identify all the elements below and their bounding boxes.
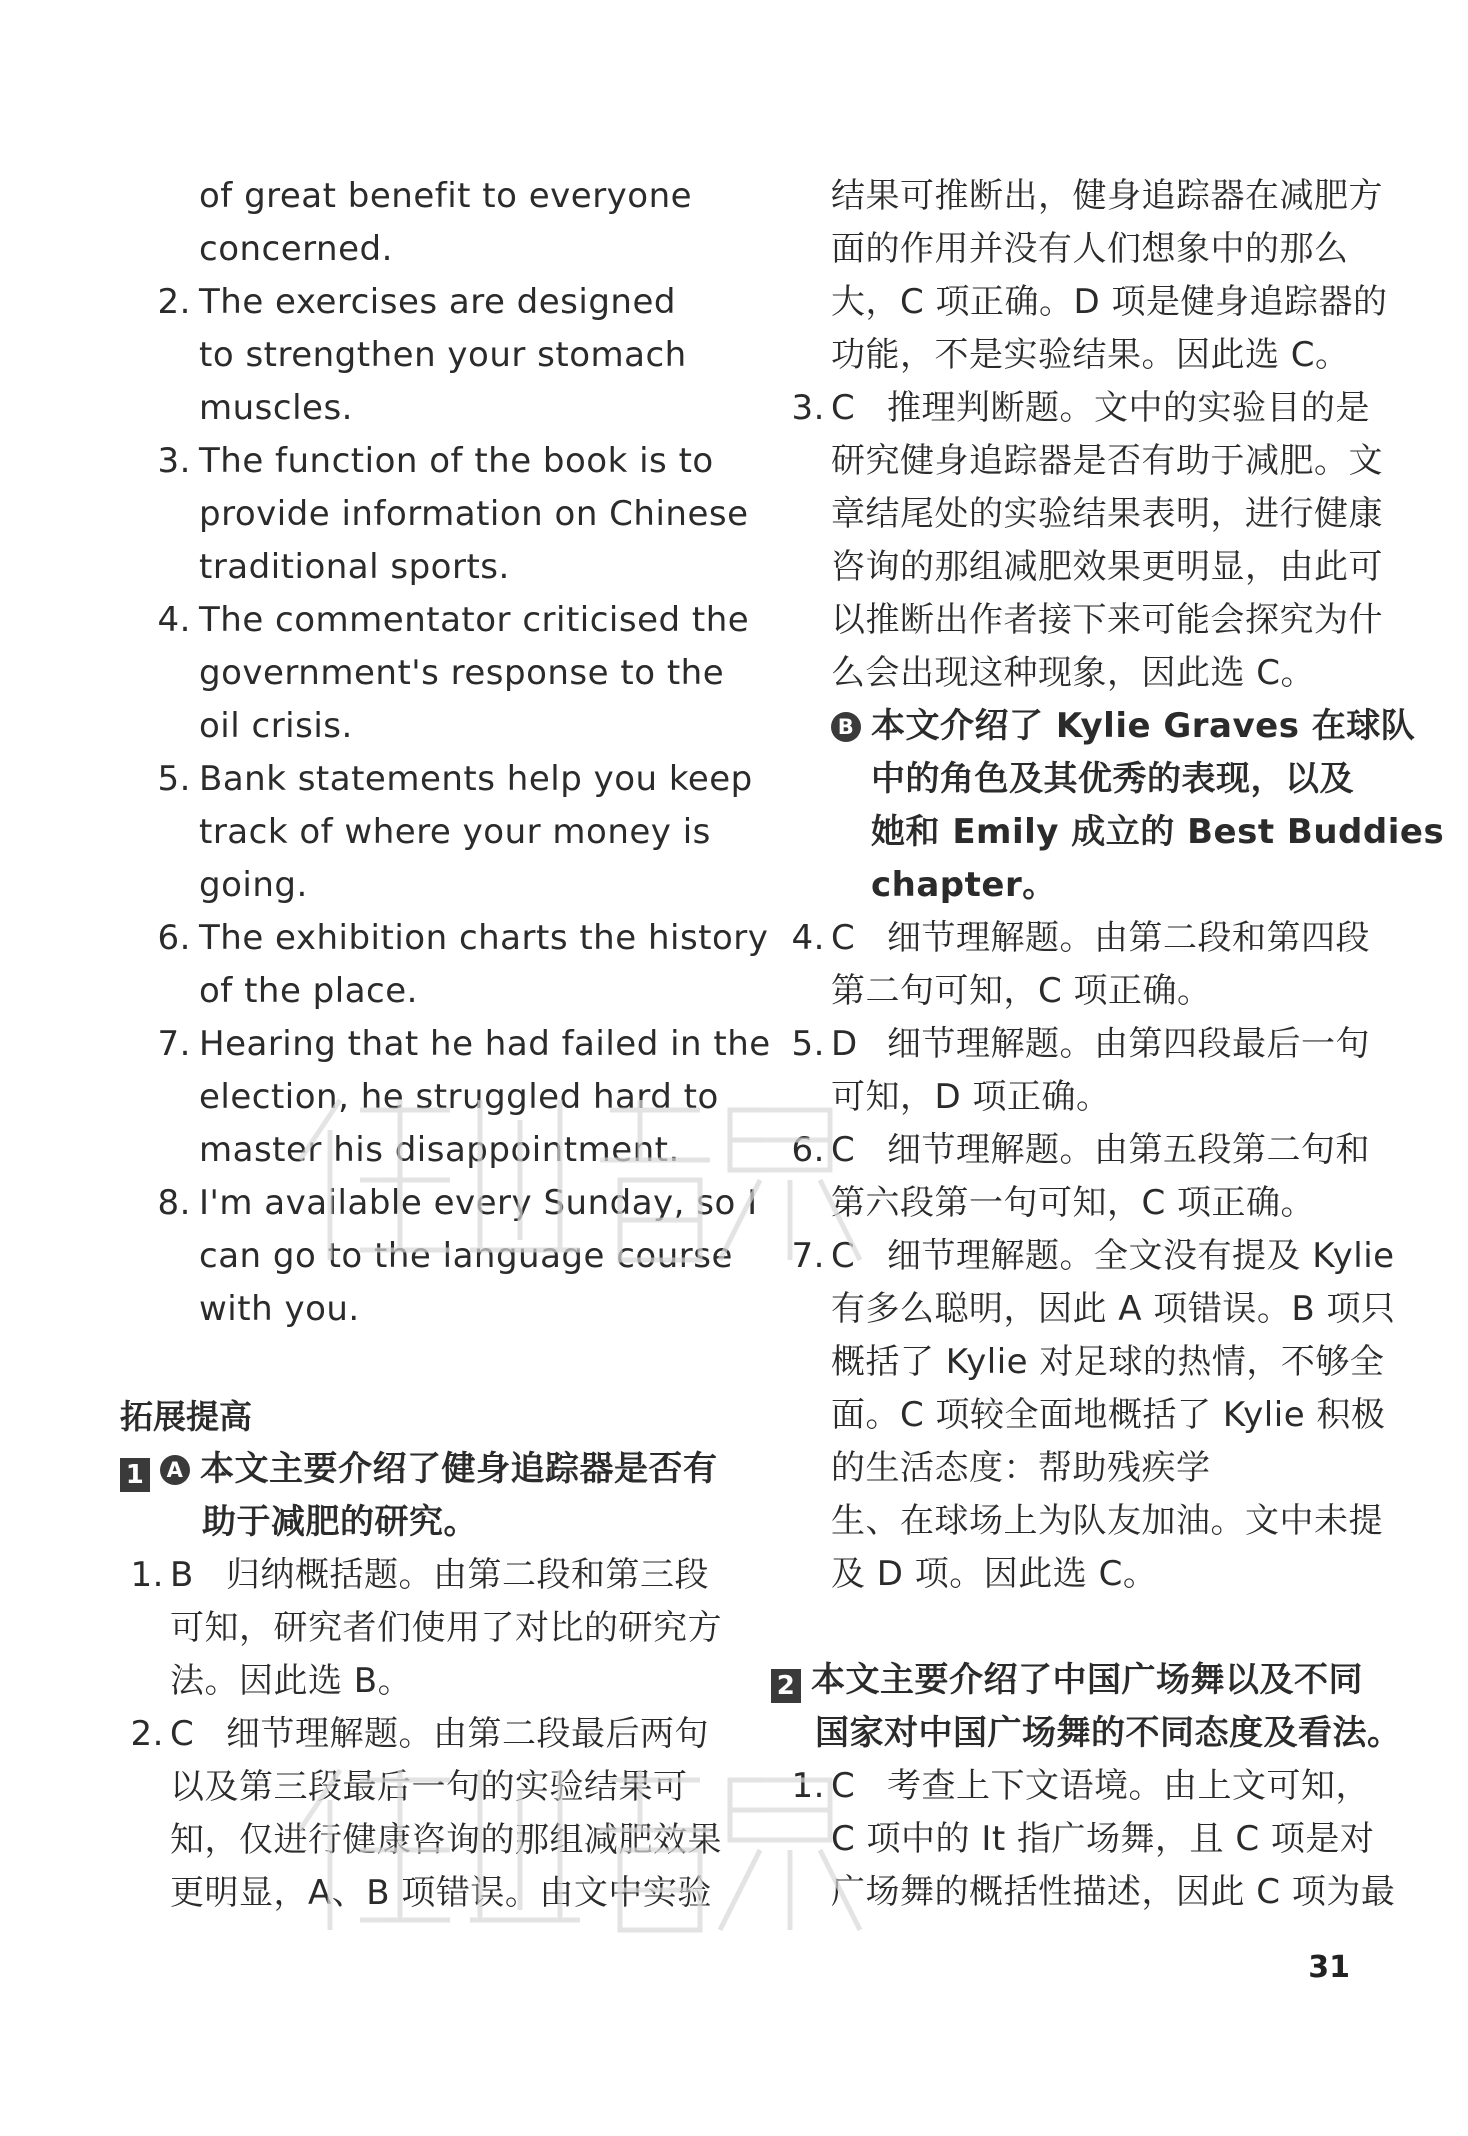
passage-b-intro (775, 700, 1445, 912)
answer-line (775, 435, 1383, 488)
answer-text: 第二句可知，C 项正确。 (831, 971, 1212, 1011)
answer-line (120, 1549, 720, 1602)
answer-text: 细节理解题。由第二段和第四段 (887, 918, 1370, 958)
item-text: provide information on Chinese (199, 494, 749, 534)
item-text: with you. (199, 1289, 360, 1329)
list-item (120, 488, 749, 541)
answer-number: 5. (791, 1024, 825, 1064)
text-line: concerned. (199, 229, 393, 269)
item-text: of the place. (199, 971, 418, 1011)
answer-line (775, 912, 1375, 965)
text-line: of great benefit to everyone (199, 176, 693, 216)
passage-b-marker: B (831, 712, 861, 742)
item-number: 6. (157, 918, 191, 958)
answer-text: 以推断出作者接下来可能会探究为什 (831, 600, 1383, 640)
answer-line (775, 488, 1383, 541)
answer-letter: D (831, 1024, 858, 1064)
list-item (120, 912, 769, 965)
answer-number: 6. (791, 1130, 825, 1170)
answer-number: 3. (791, 388, 825, 428)
list-item (120, 541, 720, 594)
intro-line: 她和 Emily 成立的 Best Buddies (871, 812, 1445, 852)
english-answer-list (120, 276, 771, 1336)
answer-number: 4. (791, 918, 825, 958)
answer-number: 7. (791, 1236, 825, 1276)
item-text: The commentator criticised the (199, 600, 750, 640)
intro-line: 本文主要介绍了中国广场舞以及不同 (811, 1660, 1363, 1700)
part-2-intro (771, 1654, 1402, 1760)
answer-line (775, 594, 1383, 647)
answer-letter: C (831, 1130, 856, 1170)
answer-text: 咨询的那组减肥效果更明显，由此可 (831, 547, 1383, 587)
answer-text: 考查上下文语境。由上文可知， (887, 1766, 1370, 1806)
intro-line: 助于减肥的研究。 (202, 1502, 478, 1542)
item-text: government's response to the (199, 653, 725, 693)
answer-line (120, 1761, 720, 1814)
continuation-text (775, 170, 1388, 382)
answer-text: 生、在球场上为队友加油。文中未提 (831, 1501, 1383, 1541)
answer-line (775, 1495, 1383, 1548)
item-text: The function of the book is to (199, 441, 714, 481)
answer-line (775, 965, 1375, 1018)
item-number: 5. (157, 759, 191, 799)
answer-text: 细节理解题。由第二段最后两句 (226, 1714, 709, 1754)
answer-line (775, 1813, 1375, 1866)
list-item (120, 1018, 771, 1071)
passage-a-marker: A (160, 1455, 190, 1485)
answer-text: 广场舞的概括性描述，因此 C 项为最 (831, 1872, 1396, 1912)
answer-line (775, 1442, 1375, 1495)
answer-text: 有多么聪明，因此 A 项错误。B 项只 (831, 1289, 1396, 1329)
intro-line: 本文介绍了 Kylie Graves 在球队 (871, 706, 1416, 746)
answer-text: 可知，研究者们使用了对比的研究方 (170, 1608, 722, 1648)
list-item (120, 965, 720, 1018)
answer-number: 1. (791, 1766, 825, 1806)
list-item (120, 382, 720, 435)
part-1-intro (120, 1443, 720, 1549)
list-item (120, 1283, 720, 1336)
item-number: 4. (157, 600, 191, 640)
answer-line (775, 1283, 1396, 1336)
answer-line (775, 1866, 1396, 1919)
item-text: muscles. (199, 388, 353, 428)
item-number: 8. (157, 1183, 191, 1223)
answer-letter: C (831, 1766, 856, 1806)
answer-letter: C (831, 388, 856, 428)
answer-text: 细节理解题。全文没有提及 Kylie (887, 1236, 1395, 1276)
item-number: 7. (157, 1024, 191, 1064)
list-item (120, 329, 720, 382)
answer-line (775, 1548, 1375, 1601)
list-item (120, 1230, 733, 1283)
answer-text: 以及第三段最后一句的实验结果可 (170, 1767, 688, 1807)
item-text: The exhibition charts the history (199, 918, 769, 958)
item-number: 3. (157, 441, 191, 481)
answer-line (775, 1760, 1375, 1813)
item-text: master his disappointment. (199, 1130, 680, 1170)
right-column (775, 170, 1445, 1919)
answer-text: 法。因此选 B。 (170, 1661, 413, 1701)
answer-line (120, 1814, 720, 1867)
item-text: Hearing that he had failed in the (199, 1024, 771, 1064)
answer-line (120, 1655, 720, 1708)
list-item (120, 594, 750, 647)
answer-text: 的生活态度：帮助残疾学 (831, 1448, 1211, 1488)
list-item (120, 700, 720, 753)
part-2-answer-list (775, 1760, 1396, 1919)
answer-letter: B (170, 1555, 194, 1595)
text-line: 面的作用并没有人们想象中的那么 (831, 229, 1349, 269)
answer-text: 研究健身追踪器是否有助于减肥。文 (831, 441, 1383, 481)
answer-line (775, 1230, 1395, 1283)
intro-line: 国家对中国广场舞的不同态度及看法。 (815, 1713, 1402, 1753)
list-item (120, 1177, 758, 1230)
item-text: election, he struggled hard to (199, 1077, 719, 1117)
answer-line (775, 1389, 1386, 1442)
answer-line (775, 541, 1383, 594)
list-item (120, 753, 753, 806)
answer-line (120, 1602, 720, 1655)
answer-text: 推理判断题。文中的实验目的是 (887, 388, 1370, 428)
list-item (120, 1071, 720, 1124)
answer-text: C 项中的 It 指广场舞，且 C 项是对 (831, 1819, 1375, 1859)
intro-line: 中的角色及其优秀的表现，以及 (871, 759, 1354, 799)
answer-text: 细节理解题。由第五段第二句和 (887, 1130, 1370, 1170)
section-title: 拓展提高 (120, 1397, 252, 1436)
answer-text: 第六段第一句可知，C 项正确。 (831, 1183, 1316, 1223)
text-line: 功能，不是实验结果。因此选 C。 (831, 335, 1350, 375)
item-text: going. (199, 865, 308, 905)
answer-letter: C (831, 918, 856, 958)
item-number: 2. (157, 282, 191, 322)
answer-letter: C (170, 1714, 195, 1754)
list-item (120, 1124, 720, 1177)
part-1-answer-list (120, 1549, 720, 1920)
item-text: The exercises are designed (199, 282, 676, 322)
answer-line (120, 1708, 720, 1761)
answer-text: 章结尾处的实验结果表明，进行健康 (831, 494, 1383, 534)
passage-b-answer-list (775, 912, 1396, 1601)
answer-line (775, 382, 1375, 435)
answer-line (775, 1177, 1375, 1230)
intro-line: 本文主要介绍了健身追踪器是否有 (200, 1449, 718, 1489)
answer-text: 概括了 Kylie 对足球的热情，不够全 (831, 1342, 1385, 1382)
answer-letter: C (831, 1236, 856, 1276)
continuation-text (120, 170, 720, 276)
item-text: traditional sports. (199, 547, 510, 587)
item-text: I'm available every Sunday, so I (199, 1183, 758, 1223)
list-item (120, 806, 720, 859)
answer-text: 细节理解题。由第四段最后一句 (887, 1024, 1370, 1064)
answer-3 (775, 382, 1383, 700)
item-text: oil crisis. (199, 706, 353, 746)
answer-number: 1. (130, 1555, 164, 1595)
item-text: track of where your money is (199, 812, 711, 852)
page-number: 31 (1308, 1950, 1350, 1985)
intro-line: chapter。 (871, 865, 1057, 905)
answer-line (775, 1124, 1375, 1177)
section-number-box: 2 (771, 1669, 801, 1703)
section-number-box: 1 (120, 1458, 150, 1492)
item-text: Bank statements help you keep (199, 759, 753, 799)
text-line: 大，C 项正确。D 项是健身追踪器的 (831, 282, 1388, 322)
answer-text: 可知，D 项正确。 (831, 1077, 1111, 1117)
left-column (120, 170, 771, 1920)
answer-text: 面。C 项较全面地概括了 Kylie 积极 (831, 1395, 1386, 1435)
answer-line (775, 647, 1375, 700)
answer-text: 更明显，A、B 项错误。由文中实验 (170, 1873, 712, 1913)
answer-line (120, 1867, 720, 1920)
answer-line (775, 1071, 1375, 1124)
answer-line (775, 1336, 1385, 1389)
item-text: can go to the language course (199, 1236, 733, 1276)
text-line: 结果可推断出，健身追踪器在减肥方 (831, 176, 1383, 216)
item-text: to strengthen your stomach (199, 335, 687, 375)
answer-number: 2. (130, 1714, 164, 1754)
list-item (120, 859, 720, 912)
answer-text: 知，仅进行健康咨询的那组减肥效果 (170, 1820, 722, 1860)
answer-text: 及 D 项。因此选 C。 (831, 1554, 1158, 1594)
answer-line (775, 1018, 1375, 1071)
list-item (120, 647, 725, 700)
list-item (120, 435, 720, 488)
answer-text: 归纳概括题。由第二段和第三段 (226, 1555, 709, 1595)
list-item (120, 276, 720, 329)
answer-text: 么会出现这种现象，因此选 C。 (831, 653, 1316, 693)
